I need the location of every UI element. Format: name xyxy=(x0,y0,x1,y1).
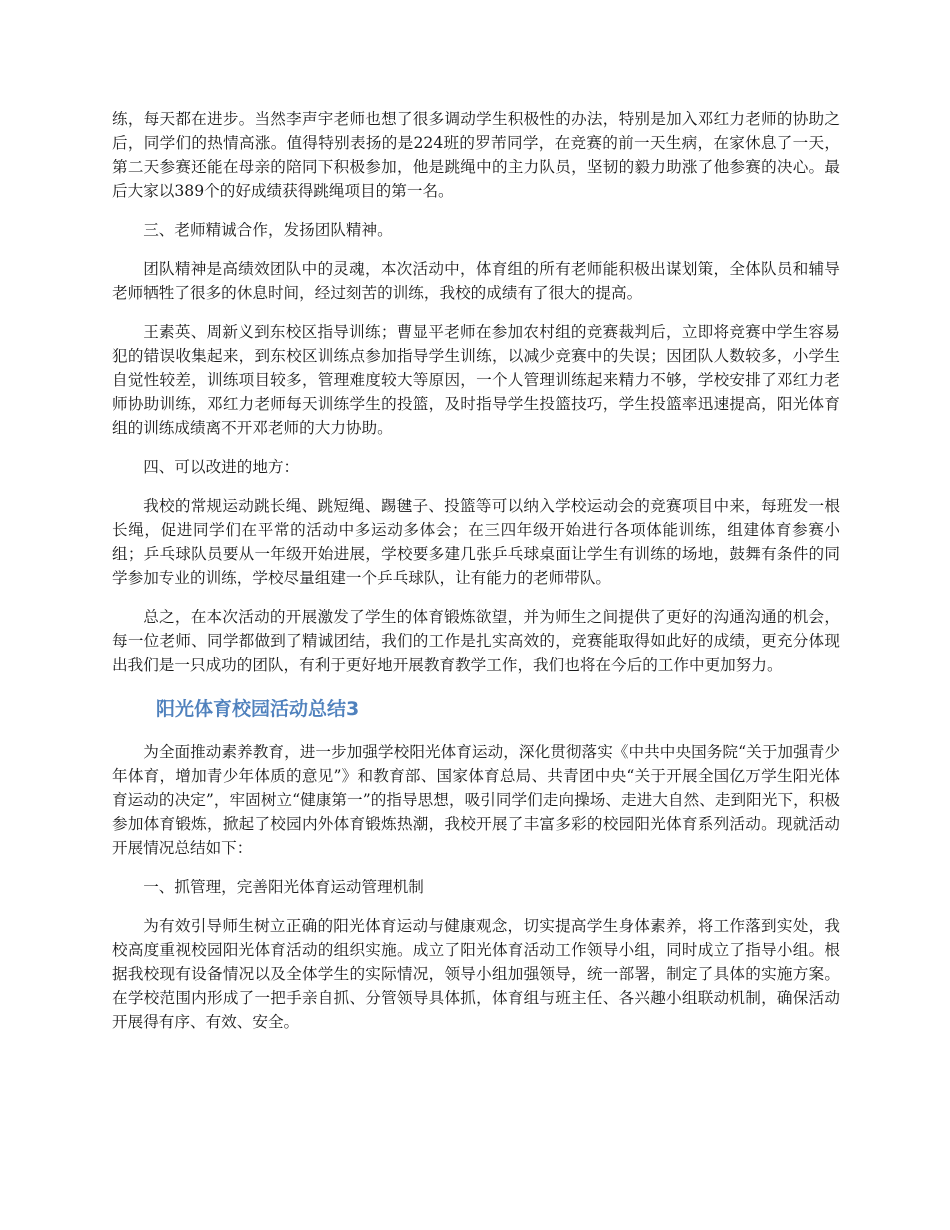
paragraph-teacher-guidance: 王素英、周新义到东校区指导训练；曹显平老师在参加农村组的竞赛裁判后，立即将竞赛中学生容易犯的错误收集起来，到东校区训练点参加指导学生训练，以减少竞赛中的失误；因团队人数较多，小学生自觉性较差，训练项目较多，管理难度较大等原因，一个人管理训练起来精力不够，学校安排了邓红力老师协助训练，邓红力老师每天训练学生的投篮，及时指导学生投篮技巧，学生投篮率迅速提高，阳光体育组的训练成绩离不开邓老师的大力协助。 xyxy=(112,323,840,437)
paragraph-team-spirit: 团队精神是高绩效团队中的灵魂，本次活动中，体育组的所有老师能积极出谋划策，全体队员和辅导老师牺牲了很多的休息时间，经过刻苦的训练，我校的成绩有了很大的提高。 xyxy=(112,260,840,302)
paragraph-intro: 为全面推动素养教育，进一步加强学校阳光体育运动，深化贯彻落实《中共中央国务院“关于加强青少年体育，增加青少年体质的意见”》和教育部、国家体育总局、共青团中央“关于开展全国亿万学生阳光体育运动的决定”，牢固树立“健康第一”的指导思想，吸引同学们走向操场、走进大自然、走到阳光下，积极参加体育锻炼，掀起了校园内外体育锻炼热潮，我校开展了丰富多彩的校园阳光体育系列活动。现就活动开展情况总结如下： xyxy=(112,743,840,857)
subheading-management: 一、抓管理，完善阳光体育运动管理机制 xyxy=(143,878,424,896)
section-heading: 阳光体育校园活动总结3 xyxy=(156,698,360,720)
subheading-teamwork: 三、老师精诚合作，发扬团队精神。 xyxy=(143,221,393,239)
document-page xyxy=(112,107,840,1049)
paragraph-continued: 练，每天都在进步。当然李声宇老师也想了很多调动学生积极性的办法，特别是加入邓红力老师的协助之后，同学们的热情高涨。值得特别表扬的是224班的罗芾同学，在竞赛的前一天生病，在家休息了一天，第二天参赛还能在母亲的陪同下积极参加，他是跳绳中的主力队员，坚韧的毅力助涨了他参赛的决心。最后大家以389个的好成绩获得跳绳项目的第一名。 xyxy=(112,110,840,200)
paragraph-conclusion: 总之，在本次活动的开展激发了学生的体育锻炼欲望，并为师生之间提供了更好的沟通沟通的机会，每一位老师、同学都做到了精诚团结，我们的工作是扎实高效的，竞赛能取得如此好的成绩，更充分体现出我们是一只成功的团队，有利于更好地开展教育教学工作，我们也将在今后的工作中更加努力。 xyxy=(112,608,840,674)
subheading-improvements: 四、可以改进的地方： xyxy=(143,458,300,476)
paragraph-management: 为有效引导师生树立正确的阳光体育运动与健康观念，切实提高学生身体素养，将工作落到实处，我校高度重视校园阳光体育活动的组织实施。成立了阳光体育活动工作领导小组，同时成立了指导小组。根据我校现有设备情况以及全体学生的实际情况，领导小组加强领导，统一部署，制定了具体的实施方案。在学校范围内形成了一把手亲自抓、分管领导具体抓，体育组与班主任、各兴趣小组联动机制，确保活动开展得有序、有效、安全。 xyxy=(112,917,840,1031)
paragraph-improvements: 我校的常规运动跳长绳、跳短绳、踢毽子、投篮等可以纳入学校运动会的竞赛项目中来，每班发一根长绳，促进同学们在平常的活动中多运动多体会；在三四年级开始进行各项体能训练，组建体育参赛小组；乒乓球队员要从一年级开始进展，学校要多建几张乒乓球桌面让学生有训练的场地，鼓舞有条件的同学参加专业的训练，学校尽量组建一个乒乓球队，让有能力的老师带队。 xyxy=(112,497,840,587)
